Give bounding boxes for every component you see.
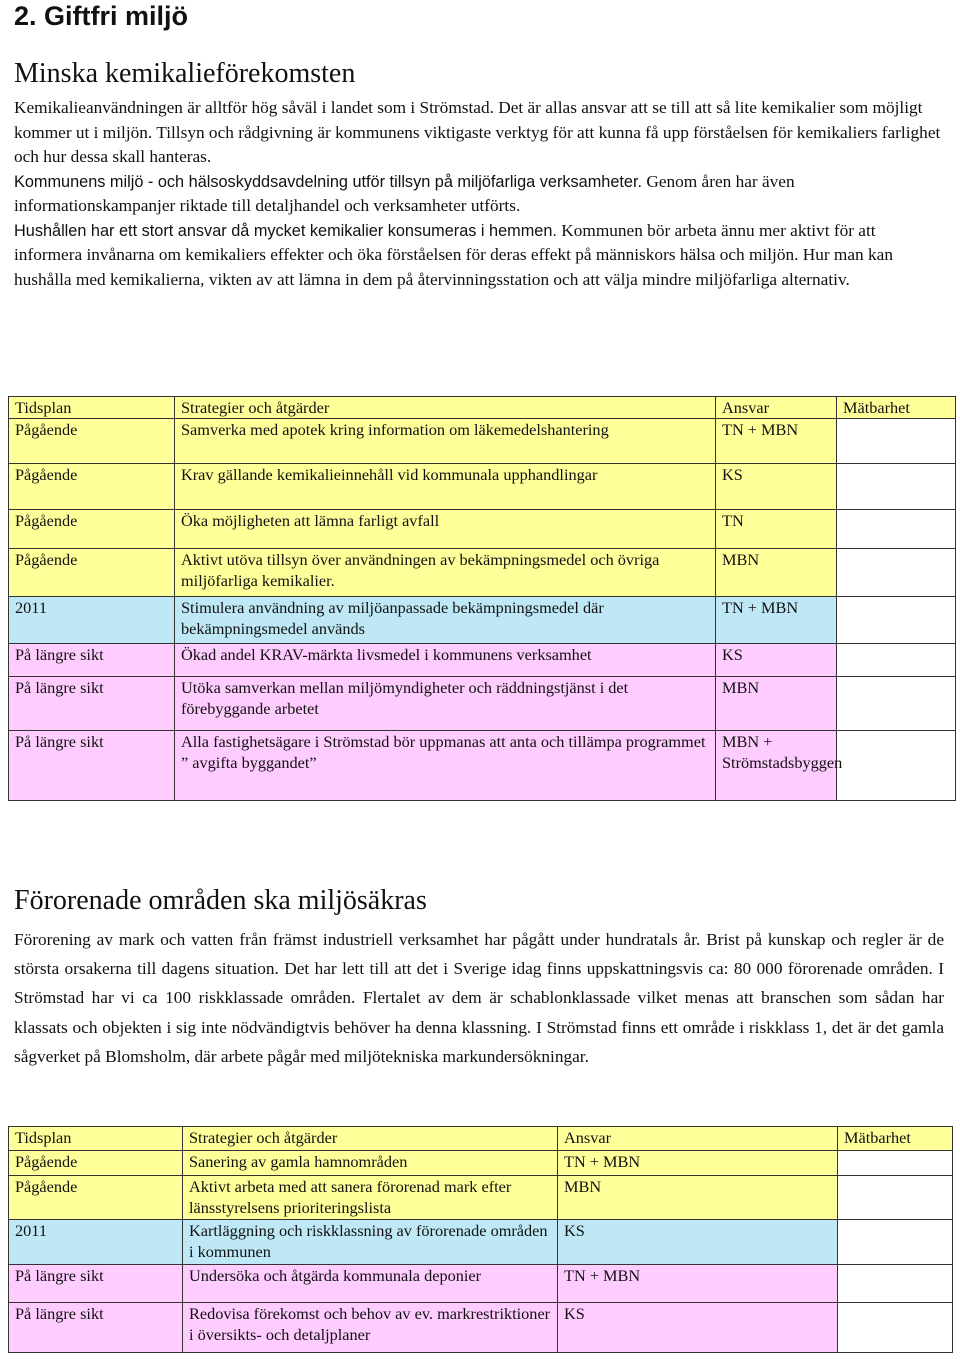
action-table-fororenade bbox=[8, 1126, 953, 1353]
table-row bbox=[9, 510, 956, 549]
header-strategier: Strategier och åtgärder bbox=[183, 1127, 558, 1151]
cell-tidsplan: Pågående bbox=[9, 1176, 183, 1220]
table-row bbox=[9, 1303, 953, 1353]
cell-matbarhet bbox=[837, 597, 956, 644]
header-ansvar: Ansvar bbox=[558, 1127, 838, 1151]
heading-fororenade-omraden: Förorenade områden ska miljösäkras bbox=[14, 885, 427, 916]
cell-ansvar: KS bbox=[558, 1220, 838, 1265]
table-row bbox=[9, 1151, 953, 1176]
header-matbarhet: Mätbarhet bbox=[838, 1127, 953, 1151]
cell-matbarhet bbox=[837, 549, 956, 597]
table-row bbox=[9, 597, 956, 644]
cell-ansvar: MBN bbox=[716, 677, 837, 731]
cell-matbarhet bbox=[837, 464, 956, 510]
cell-tidsplan: På längre sikt bbox=[9, 677, 175, 731]
cell-ansvar: TN + MBN bbox=[716, 597, 837, 644]
paragraph-2 bbox=[14, 170, 944, 219]
cell-tidsplan: Pågående bbox=[9, 510, 175, 549]
cell-strategi: Samverka med apotek kring information om läkemedelshantering bbox=[175, 419, 716, 464]
table-row bbox=[9, 1265, 953, 1303]
cell-tidsplan: På längre sikt bbox=[9, 644, 175, 677]
cell-matbarhet bbox=[838, 1220, 953, 1265]
table-row bbox=[9, 731, 956, 801]
paragraph-3-rest: Kommunen bör arbeta ännu mer aktivt för att informera invånarna om kemikaliers effekter och öka förståelsen för deras effekt på människors hälsa och miljön. Hur man kan hushålla med kemikalierna, vikten av att lämna in dem på återvinningsstation och att välja mindre miljöfarliga alternativ. bbox=[14, 220, 893, 289]
paragraph-3-lead: Hushållen har ett stort ansvar då mycket kemikalier konsumeras i hemmen. bbox=[14, 221, 557, 240]
paragraph-3 bbox=[14, 219, 944, 293]
table-header-row bbox=[9, 1127, 953, 1151]
cell-strategi: Stimulera användning av miljöanpassade bekämpningsmedel där bekämpningsmedel används bbox=[175, 597, 716, 644]
header-strategier: Strategier och åtgärder bbox=[175, 397, 716, 419]
cell-tidsplan: På längre sikt bbox=[9, 1265, 183, 1303]
cell-matbarhet bbox=[838, 1265, 953, 1303]
cell-ansvar: TN + MBN bbox=[558, 1265, 838, 1303]
cell-strategi: Ökad andel KRAV-märkta livsmedel i kommunens verksamhet bbox=[175, 644, 716, 677]
cell-ansvar: TN + MBN bbox=[558, 1151, 838, 1176]
cell-tidsplan: På längre sikt bbox=[9, 731, 175, 801]
cell-matbarhet bbox=[838, 1151, 953, 1176]
section-title: 2. Giftfri miljö bbox=[14, 1, 189, 31]
cell-tidsplan: Pågående bbox=[9, 549, 175, 597]
cell-ansvar: KS bbox=[716, 644, 837, 677]
table-row bbox=[9, 464, 956, 510]
cell-strategi: Sanering av gamla hamnområden bbox=[183, 1151, 558, 1176]
cell-ansvar: MBN + Strömstadsbyggen bbox=[716, 731, 837, 801]
cell-strategi: Redovisa förekomst och behov av ev. markrestriktioner i översikts- och detaljplaner bbox=[183, 1303, 558, 1353]
cell-matbarhet bbox=[837, 644, 956, 677]
fororenade-text bbox=[14, 925, 944, 1071]
cell-matbarhet bbox=[837, 731, 956, 801]
intro-text bbox=[14, 96, 944, 292]
cell-ansvar: MBN bbox=[716, 549, 837, 597]
heading-minska-kemikalieforekomsten: Minska kemikalieförekomsten bbox=[14, 58, 356, 89]
cell-strategi: Aktivt arbeta med att sanera förorenad mark efter länsstyrelsens prioriteringslista bbox=[183, 1176, 558, 1220]
header-matbarhet: Mätbarhet bbox=[837, 397, 956, 419]
cell-ansvar: KS bbox=[558, 1303, 838, 1353]
cell-matbarhet bbox=[837, 677, 956, 731]
cell-ansvar: MBN bbox=[558, 1176, 838, 1220]
table-row bbox=[9, 419, 956, 464]
cell-tidsplan: Pågående bbox=[9, 1151, 183, 1176]
cell-tidsplan: Pågående bbox=[9, 419, 175, 464]
cell-matbarhet bbox=[837, 419, 956, 464]
cell-strategi: Undersöka och åtgärda kommunala deponier bbox=[183, 1265, 558, 1303]
cell-strategi: Krav gällande kemikalieinnehåll vid kommunala upphandlingar bbox=[175, 464, 716, 510]
cell-strategi: Utöka samverkan mellan miljömyndigheter och räddningstjänst i det förebyggande arbetet bbox=[175, 677, 716, 731]
cell-strategi: Kartläggning och riskklassning av förorenade områden i kommunen bbox=[183, 1220, 558, 1265]
cell-matbarhet bbox=[838, 1176, 953, 1220]
header-tidsplan: Tidsplan bbox=[9, 397, 175, 419]
table-row bbox=[9, 549, 956, 597]
table-header-row bbox=[9, 397, 956, 419]
cell-strategi: Aktivt utöva tillsyn över användningen av bekämpningsmedel och övriga miljöfarliga kemikalier. bbox=[175, 549, 716, 597]
paragraph-2-lead: Kommunens miljö - och hälsoskyddsavdelning utför tillsyn på miljöfarliga verksamheter. bbox=[14, 172, 643, 191]
cell-strategi: Öka möjligheten att lämna farligt avfall bbox=[175, 510, 716, 549]
cell-tidsplan: Pågående bbox=[9, 464, 175, 510]
header-tidsplan: Tidsplan bbox=[9, 1127, 183, 1151]
table-row bbox=[9, 677, 956, 731]
table-row bbox=[9, 644, 956, 677]
cell-tidsplan: På längre sikt bbox=[9, 1303, 183, 1353]
cell-ansvar: KS bbox=[716, 464, 837, 510]
cell-tidsplan: 2011 bbox=[9, 1220, 183, 1265]
paragraph-1: Kemikalieanvändningen är alltför hög såväl i landet som i Strömstad. Det är allas ansvar att se till att så lite kemikalier som möjligt kommer ut i miljön. Tillsyn och rådgivning är kommunens viktigaste verktyg för att kunna få upp förståelsen för kemikaliers farlighet och hur dessa skall hanteras. bbox=[14, 98, 941, 166]
paragraph-fororening: Förorening av mark och vatten från främst industriell verksamhet har pågått under hundratals år. Brist på kunskap och regler är de största orsakerna till dagens situation. Det har lett till att det i Sverige idag finns uppskattningsvis ca: 80 000 förorenade områden. I Strömstad har vi ca 100 riskklassade områden. Flertalet av dem är schablonklassade vilket menas att branschen som sådan har klassats och objekten i sig inte nödvändigtvis behöver ha denna klassning. I Strömstad finns ett område i riskklass 1, det är det gamla sågverket på Blomsholm, där arbete pågår med miljötekniska markundersökningar. bbox=[14, 930, 944, 1066]
table-row bbox=[9, 1176, 953, 1220]
action-table-kemikalier bbox=[8, 396, 956, 801]
cell-tidsplan: 2011 bbox=[9, 597, 175, 644]
table-row bbox=[9, 1220, 953, 1265]
cell-ansvar: TN bbox=[716, 510, 837, 549]
cell-matbarhet bbox=[838, 1303, 953, 1353]
paragraph-2-rest: Genom åren har även informationskampanjer riktade till detaljhandel och verksamheter utförts. bbox=[14, 171, 795, 215]
cell-matbarhet bbox=[837, 510, 956, 549]
cell-strategi: Alla fastighetsägare i Strömstad bör uppmanas att anta och tillämpa programmet ” avgifta byggandet” bbox=[175, 731, 716, 801]
header-ansvar: Ansvar bbox=[716, 397, 837, 419]
cell-ansvar: TN + MBN bbox=[716, 419, 837, 464]
